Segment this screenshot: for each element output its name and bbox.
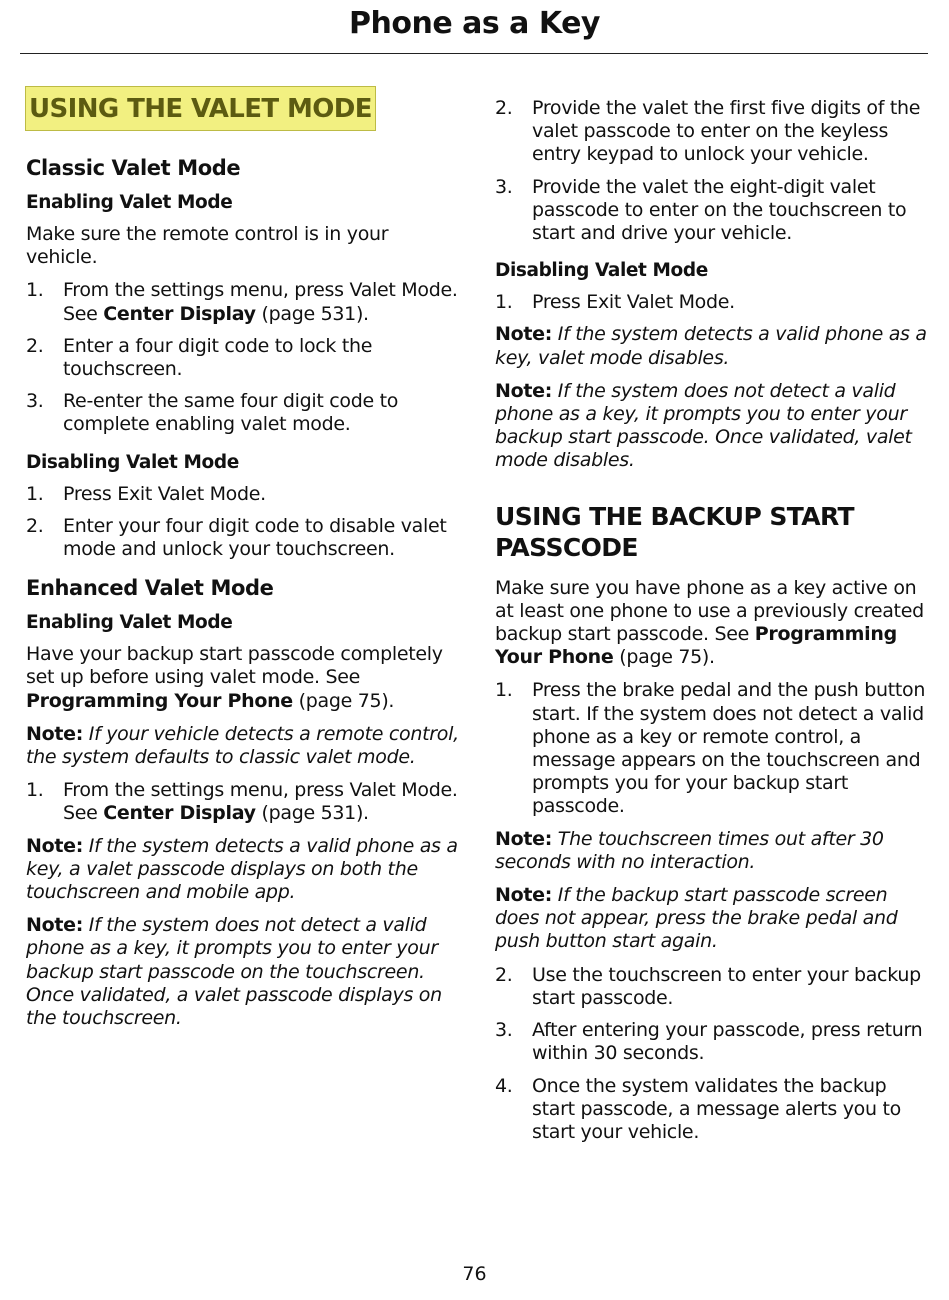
note-text: The touchscreen times out after 30 seconds with no interaction. (495, 827, 884, 873)
step-number: 2. (26, 514, 44, 537)
list-item (495, 1075, 931, 1145)
list-item (495, 176, 931, 246)
left-column (26, 84, 462, 1040)
note-timeout (495, 828, 931, 874)
page-header (0, 0, 949, 42)
enhanced-valet-heading: Enhanced Valet Mode (26, 576, 274, 601)
note-remote-control (26, 723, 462, 769)
list-item (26, 515, 462, 561)
note-valid-phone-disables (495, 323, 931, 369)
note-valid-phone (26, 835, 462, 905)
section-title-valet-mode: USING THE VALET MODE (25, 86, 376, 131)
list-item (495, 679, 931, 818)
note-no-valid-phone-disables (495, 380, 931, 473)
note-label: Note: (26, 722, 84, 745)
header-divider (20, 53, 928, 54)
section-title-backup-passcode: USING THE BACKUP START PASSCODE (495, 501, 854, 562)
step-text: Press the brake pedal and the push button start. If the system does not detect a valid phone as a key or remote control, a message appears on the touchscreen and prompts you for your backup start passcode. (532, 679, 926, 818)
note-text: If the system detects a valid phone as a key, valet mode disables. (495, 323, 927, 369)
step-number: 1. (26, 279, 44, 302)
step-text: After entering your passcode, press return within 30 seconds. (532, 1019, 923, 1065)
enhanced-enabling-steps-continued (495, 97, 931, 245)
step-text-page-ref: (page 531). (255, 302, 369, 325)
step-text: Use the touchscreen to enter your backup start passcode. (532, 963, 921, 1009)
step-number: 3. (26, 390, 44, 413)
step-text: Enter your four digit code to disable valet mode and unlock your touchscreen. (63, 514, 447, 561)
step-number: 1. (495, 291, 513, 314)
right-column (495, 97, 931, 1153)
page-number: 76 (462, 1263, 487, 1285)
note-text: If the backup start passcode screen does not appear, press the brake pedal and push button start again. (495, 884, 898, 953)
step-text: From the settings menu, press Valet Mode. See (63, 779, 458, 825)
enhanced-enabling-steps (26, 779, 462, 825)
note-text: If your vehicle detects a remote control, the system defaults to classic valet mode. (26, 722, 459, 769)
backup-intro (495, 577, 931, 670)
step-text: Provide the valet the eight-digit valet passcode to enter on the touchscreen to start and drive your vehicle. (532, 175, 907, 245)
classic-disabling-steps (26, 483, 462, 562)
backup-steps-first (495, 679, 931, 818)
page-title: Phone as a Key (349, 6, 600, 41)
note-text: If the system detects a valid phone as a key, a valet passcode displays on both the touchscreen and mobile app. (26, 834, 458, 904)
enhanced-disabling-steps (495, 291, 931, 314)
note-text: If the system does not detect a valid phone as a key, it prompts you to enter your backup start passcode. Once validated, valet mode disables. (495, 379, 912, 472)
list-item (495, 1019, 931, 1065)
intro-text: Make sure you have phone as a key active on at least one phone to use a previously created backup start passcode. See (495, 576, 924, 646)
step-number: 3. (495, 1019, 513, 1042)
programming-your-phone-link[interactable]: Programming Your Phone (495, 623, 897, 669)
note-screen-not-appear (495, 884, 931, 954)
enhanced-disabling-heading: Disabling Valet Mode (495, 260, 708, 282)
list-item (26, 279, 462, 325)
classic-disabling-heading: Disabling Valet Mode (26, 451, 239, 473)
step-number: 2. (495, 97, 513, 119)
note-label: Note: (26, 914, 84, 937)
classic-valet-heading: Classic Valet Mode (26, 156, 241, 180)
center-display-link[interactable]: Center Display (103, 802, 256, 825)
step-text: Press Exit Valet Mode. (532, 291, 735, 314)
note-text: If the system does not detect a valid phone as a key, it prompts you to enter your backup start passcode on the touchscreen. Once validated, a valet passcode displays on the touchscreen. (26, 914, 442, 1030)
step-number: 1. (26, 779, 44, 802)
enhanced-enabling-heading: Enabling Valet Mode (26, 612, 233, 634)
programming-your-phone-link[interactable]: Programming Your Phone (26, 689, 293, 712)
list-item (26, 335, 462, 381)
backup-steps-rest (495, 964, 931, 1144)
intro-text: Have your backup start passcode completely set up before using valet mode. See (26, 643, 443, 689)
step-text: Press Exit Valet Mode. (63, 482, 266, 505)
step-text-page-ref: (page 531). (255, 802, 369, 825)
step-text: Enter a four digit code to lock the touchscreen. (63, 334, 373, 381)
note-label: Note: (495, 884, 553, 907)
list-item (495, 97, 931, 167)
step-number: 3. (495, 175, 513, 198)
list-item (26, 390, 462, 436)
step-number: 2. (495, 963, 513, 986)
classic-enabling-steps (26, 279, 462, 436)
note-label: Note: (495, 827, 553, 850)
note-no-valid-phone (26, 914, 462, 1030)
step-number: 1. (495, 679, 513, 702)
step-text: Once the system validates the backup start passcode, a message alerts you to start your vehicle. (532, 1074, 901, 1143)
classic-enabling-intro: Make sure the remote control is in your vehicle. (26, 223, 389, 269)
classic-enabling-heading: Enabling Valet Mode (26, 192, 233, 213)
step-text: Re-enter the same four digit code to complete enabling valet mode. (63, 390, 399, 436)
step-text: From the settings menu, press Valet Mode. See (63, 279, 458, 325)
list-item (26, 483, 462, 506)
step-number: 2. (26, 334, 44, 357)
center-display-link[interactable]: Center Display (103, 302, 256, 325)
list-item (495, 291, 931, 314)
step-text: Provide the valet the first five digits of the valet passcode to enter on the keyless entry keypad to unlock your vehicle. (532, 97, 921, 166)
step-number: 1. (26, 482, 44, 505)
enhanced-enabling-intro (26, 643, 462, 713)
list-item (26, 779, 462, 825)
intro-page-ref: (page 75). (292, 689, 395, 712)
intro-page-ref: (page 75). (613, 646, 715, 669)
note-label: Note: (495, 379, 553, 402)
list-item (495, 964, 931, 1010)
note-label: Note: (495, 323, 553, 346)
note-label: Note: (26, 834, 84, 857)
step-number: 4. (495, 1074, 513, 1097)
